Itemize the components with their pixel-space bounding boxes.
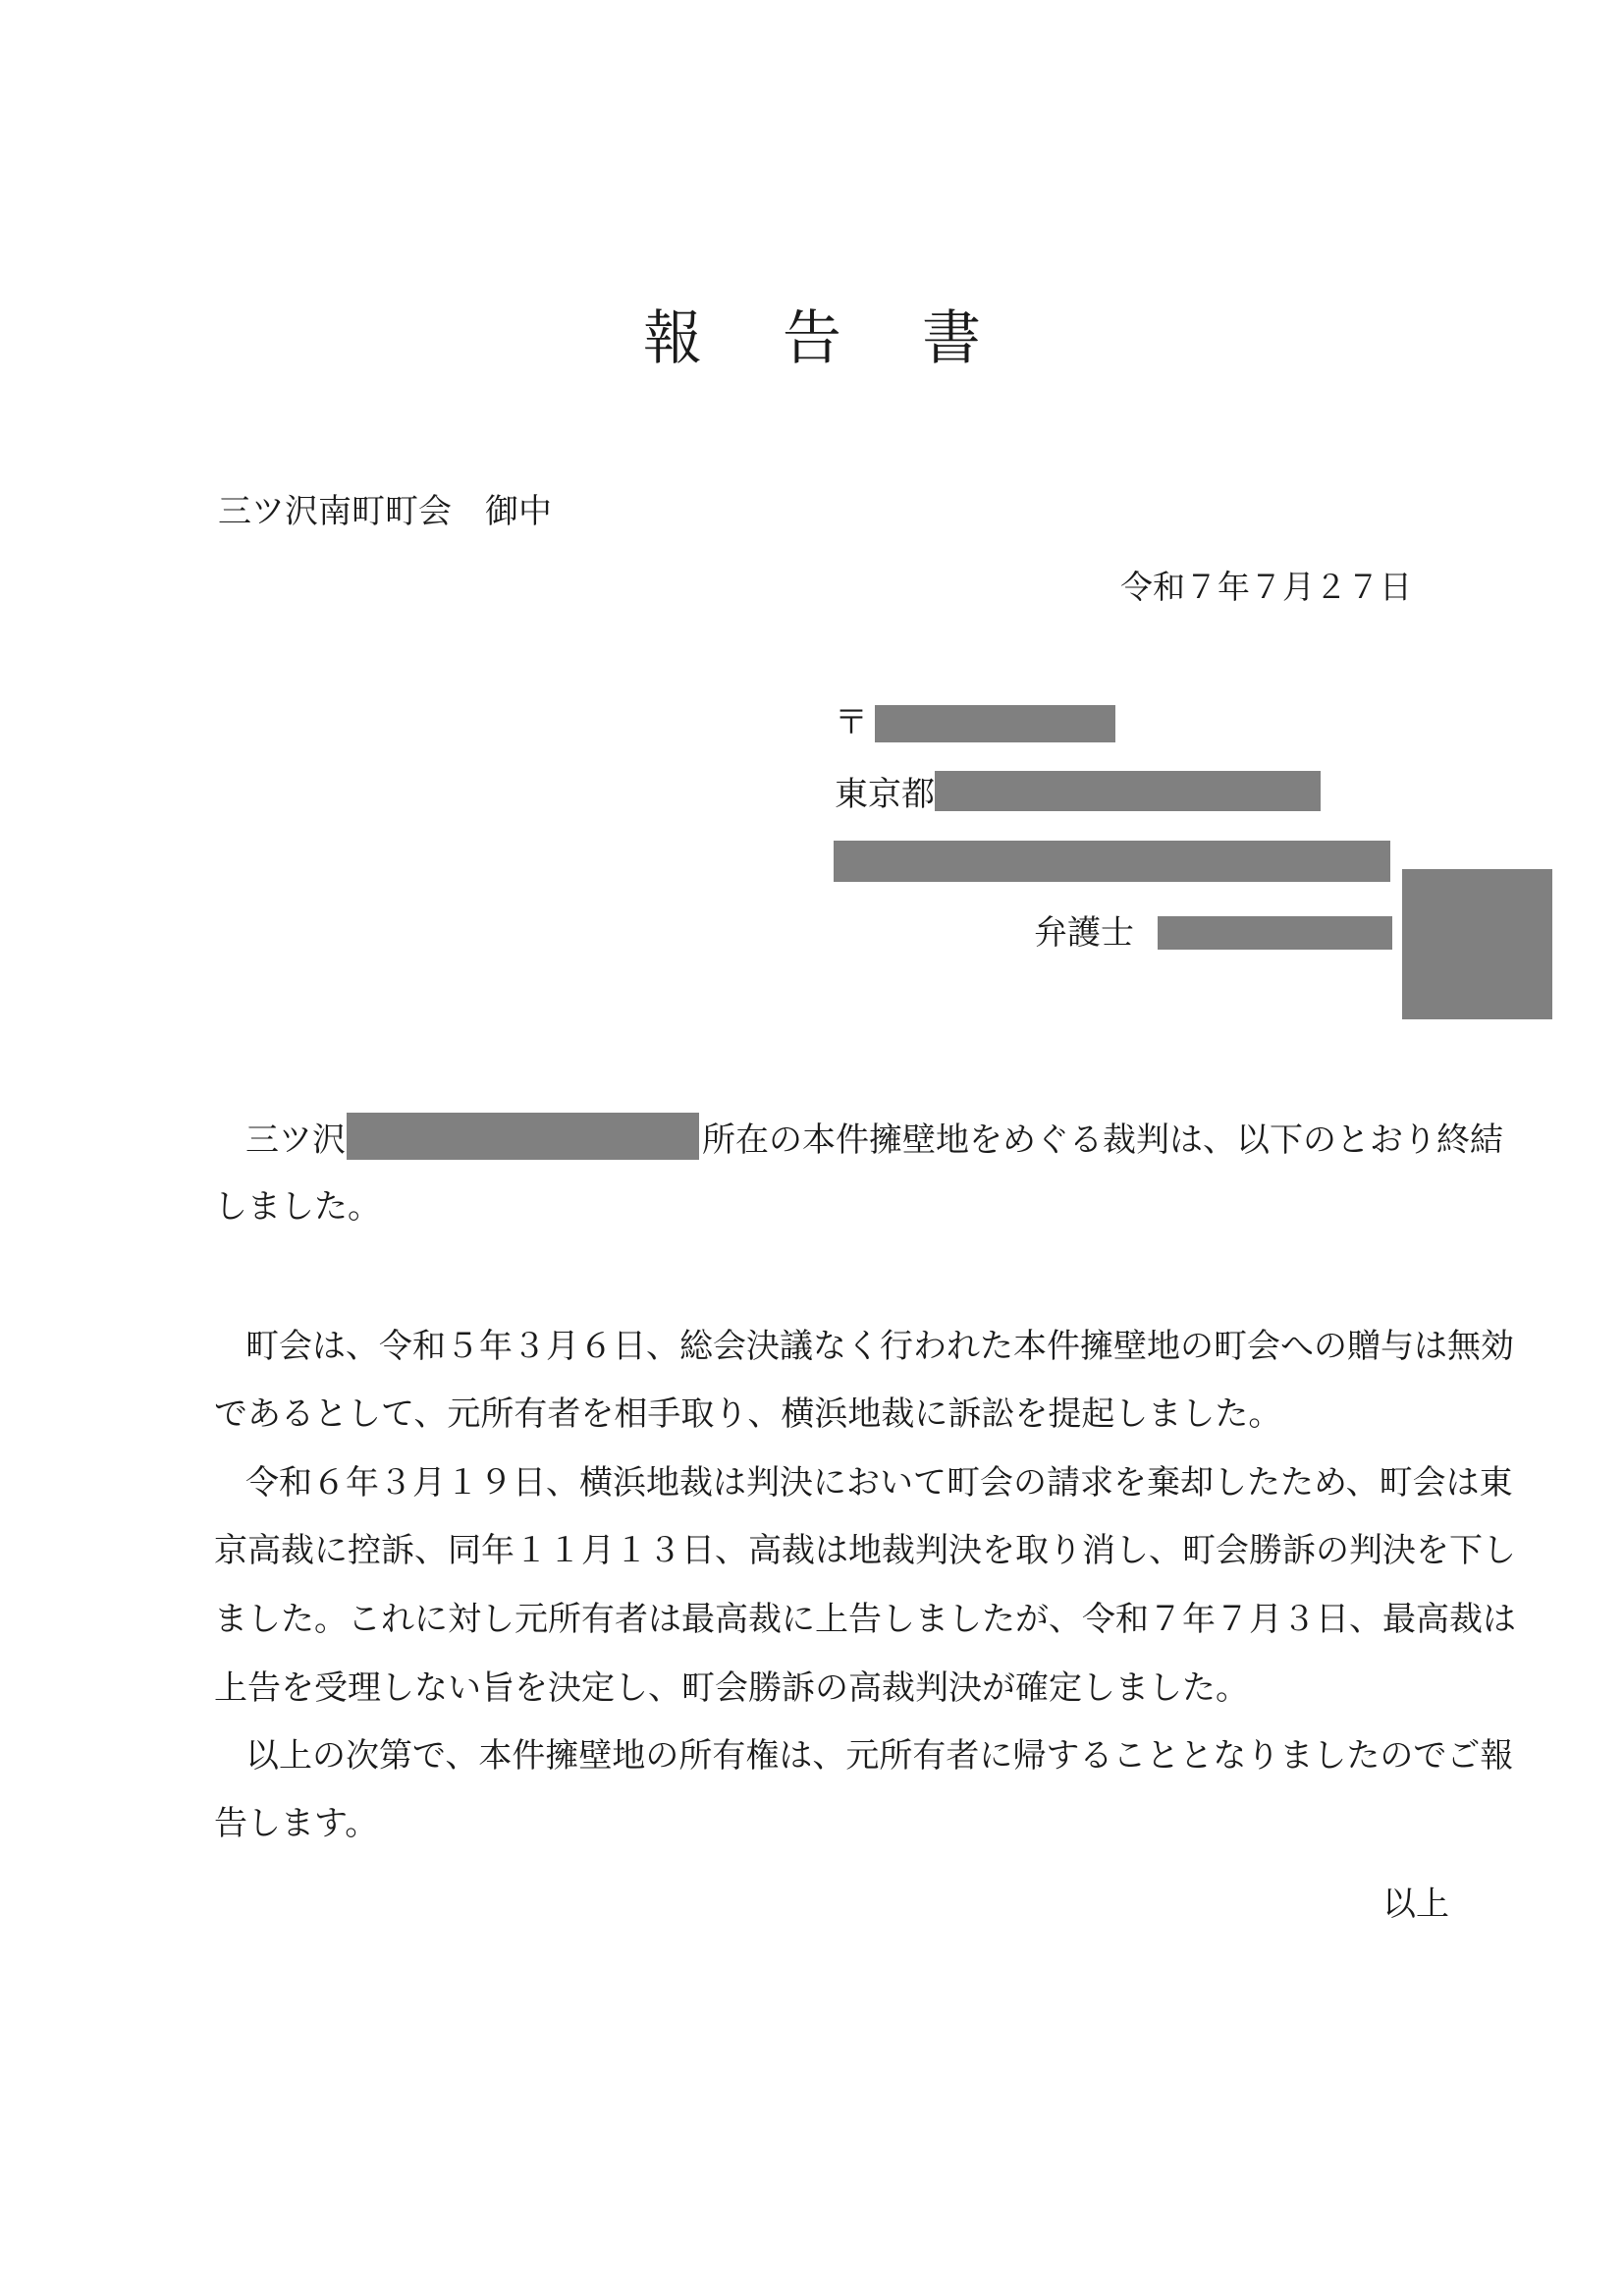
redacted-lawyer-name <box>1158 916 1392 950</box>
paragraph-3-line3: ました。これに対し元所有者は最高裁に上告しましたが、令和７年７月３日、最高裁は <box>214 1600 1516 1639</box>
paragraph-1-lead: 三ツ沢 <box>245 1121 346 1160</box>
redacted-address-line1 <box>935 771 1321 811</box>
paragraph-1-line2: しました。 <box>214 1187 381 1227</box>
postal-mark: 〒 <box>835 703 868 742</box>
addressee: 三ツ沢南町町会 御中 <box>218 492 552 531</box>
paragraph-3-line2: 京高裁に控訴、同年１１月１３日、高裁は地裁判決を取り消し、町会勝訴の判決を下し <box>214 1531 1516 1570</box>
paragraph-1-line1: 所在の本件擁壁地をめぐる裁判は、以下のとおり終結 <box>702 1121 1503 1160</box>
lawyer-title: 弁護士 <box>1034 913 1134 953</box>
paragraph-2-line2: であるとして、元所有者を相手取り、横浜地裁に訴訟を提起しました。 <box>214 1394 1282 1434</box>
paragraph-3-line1: 令和６年３月１９日、横浜地裁は判決において町会の請求を棄却したため、町会は東 <box>245 1463 1513 1503</box>
redacted-address-line2 <box>834 841 1390 882</box>
document-title: 報告書 <box>643 304 1061 373</box>
paragraph-2-line1: 町会は、令和５年３月６日、総会決議なく行われた本件擁壁地の町会への贈与は無効 <box>245 1327 1514 1366</box>
paragraph-4-line2: 告します。 <box>214 1804 379 1843</box>
sender-address-prefix: 東京都 <box>835 775 935 814</box>
redacted-location <box>347 1113 699 1160</box>
redacted-postal-code <box>875 705 1115 742</box>
document-date: 令和７年７月２７日 <box>1120 568 1412 606</box>
closing-mark: 以上 <box>1382 1885 1449 1924</box>
paragraph-4-line1: 以上の次第で、本件擁壁地の所有権は、元所有者に帰することとなりましたのでご報 <box>245 1736 1514 1776</box>
paragraph-3-line4: 上告を受理しない旨を決定し、町会勝訴の高裁判決が確定しました。 <box>214 1668 1249 1708</box>
redacted-seal <box>1402 869 1552 1019</box>
